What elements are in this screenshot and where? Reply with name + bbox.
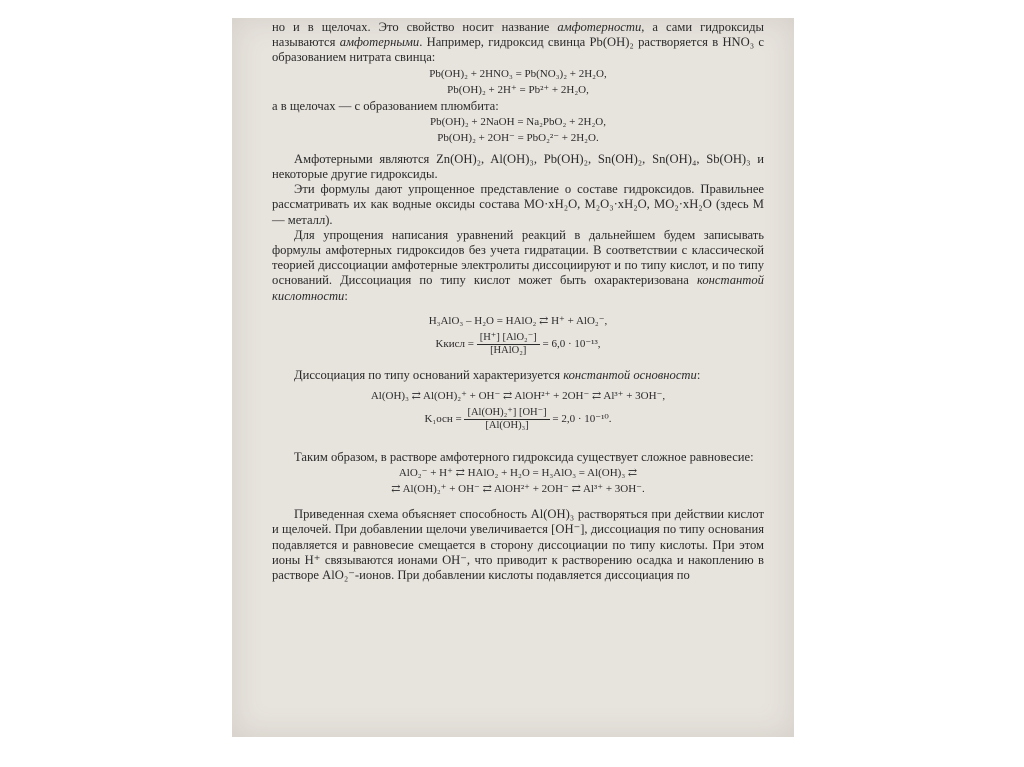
equation-pb-h-ion: Pb(OH)₂ + 2H⁺ = Pb²⁺ + 2H₂O, [447,83,589,96]
paragraph-plumbite: а в щелочах — с образованием плюмбита: [272,98,499,113]
equation-base-dissociation: Al(OH)₃ ⇄ Al(OH)₂⁺ + OH⁻ ⇄ AlOH²⁺ + 2OH⁻ ⇄ Al³⁺ + 3OH⁻, [370,390,666,403]
equation-acid-dissociation: H₃AlO₃ – H₂O = HAlO₂ ⇄ H⁺ + AlO₂⁻, [428,314,608,327]
paragraph-base-dissociation: Диссоциация по типу оснований характеризуется константой основности: [294,367,701,382]
paragraph-scheme-explanation: Приведенная схема объясняет способность Al(OH)₃ растворяться при действии кислот и щелочей. При добавлении щелочи увеличивается [OH⁻], диссоциация по типу основания подавляется и равновесие смещается в сторону диссоциации по типу кислоты. При этом ионы H⁺ связываются ионами OH⁻, что приводит к растворению осадка и накоплению в растворе AlO₂⁻-ионов. При добавлении кислоты подавляется диссоциация по [272,507,764,583]
equation-pb-naoh: Pb(OH)₂ + 2NaOH = Na₂PbO₂ + 2H₂O, [429,115,607,128]
equation-equilibrium-line1: AlO₂⁻ + H⁺ ⇄ HAlO₂ + H₂O = H₃AlO₃ = Al(OH)₃ ⇄ [398,467,638,480]
scanned-page [232,18,794,737]
paragraph-dissociation: Для упрощения написания уравнений реакций в дальнейшем будем записывать формулы амфотерных гидроксидов без учета гидратации. В соответствии с классической теорией диссоциации амфотерные электролиты диссоциируют и по типу кислот, и по типу оснований. Диссоциация по типу кислот может быть охарактеризована константой кислотности: [272,227,764,303]
equation-acid-constant: Kкисл = $\frac{\text{[H⁺] [AlO₂⁻]}}{\text{[HAlO₂]}}$ = 6,0 · 10⁻¹³, [435,331,601,356]
fraction-acid-constant: $\frac{\text{[H⁺] [AlO₂⁻]}}{\text{[HAlO₂]}}$ [477,332,540,357]
fraction-base-constant: $\frac{\text{[Al(OH)₂⁺] [OH⁻]}}{\text{[Al(OH)₃]}}$ [464,407,549,432]
page-text [272,20,764,583]
paragraph-amphoteric-intro: но и в щелочах. Это свойство носит название амфотерности, а сами гидроксиды называются амфотерными. Например, гидроксид свинца Pb(OH)₂ растворяется в HNO₃ с образованием нитрата свинца: [272,20,764,65]
equation-pb-oh-ion: Pb(OH)₂ + 2OH⁻ = PbO₂²⁻ + 2H₂O. [437,131,599,144]
paragraph-amphoteric-list: Амфотерными являются Zn(OH)₂, Al(OH)₃, Pb(OH)₂, Sn(OH)₂, Sn(OH)₄, Sb(OH)₃ и некоторые другие гидроксиды. [272,151,764,182]
equation-equilibrium-line2: ⇄ Al(OH)₂⁺ + OH⁻ ⇄ AlOH²⁺ + 2OH⁻ ⇄ Al³⁺ + 3OH⁻. [391,483,645,496]
paragraph-formulas: Эти формулы дают упрощенное представление о составе гидроксидов. Правильнее рассматривать их как водные оксиды состава MO·xH₂O, M₂O₃·xH₂O, MO₂·xH₂O (здесь M — металл). [272,182,764,227]
paragraph-equilibrium: Таким образом, в растворе амфотерного гидроксида существует сложное равновесие: [294,450,754,465]
equation-pb-hno3: Pb(OH)₂ + 2HNO₃ = Pb(NO₃)₂ + 2H₂O, [429,67,607,80]
equation-base-constant: K₁осн = $\frac{\text{[Al(OH)₂⁺] [OH⁻]}}{\text{[Al(OH)₃]}}$ = 2,0 · 10⁻¹⁰. [424,407,612,432]
